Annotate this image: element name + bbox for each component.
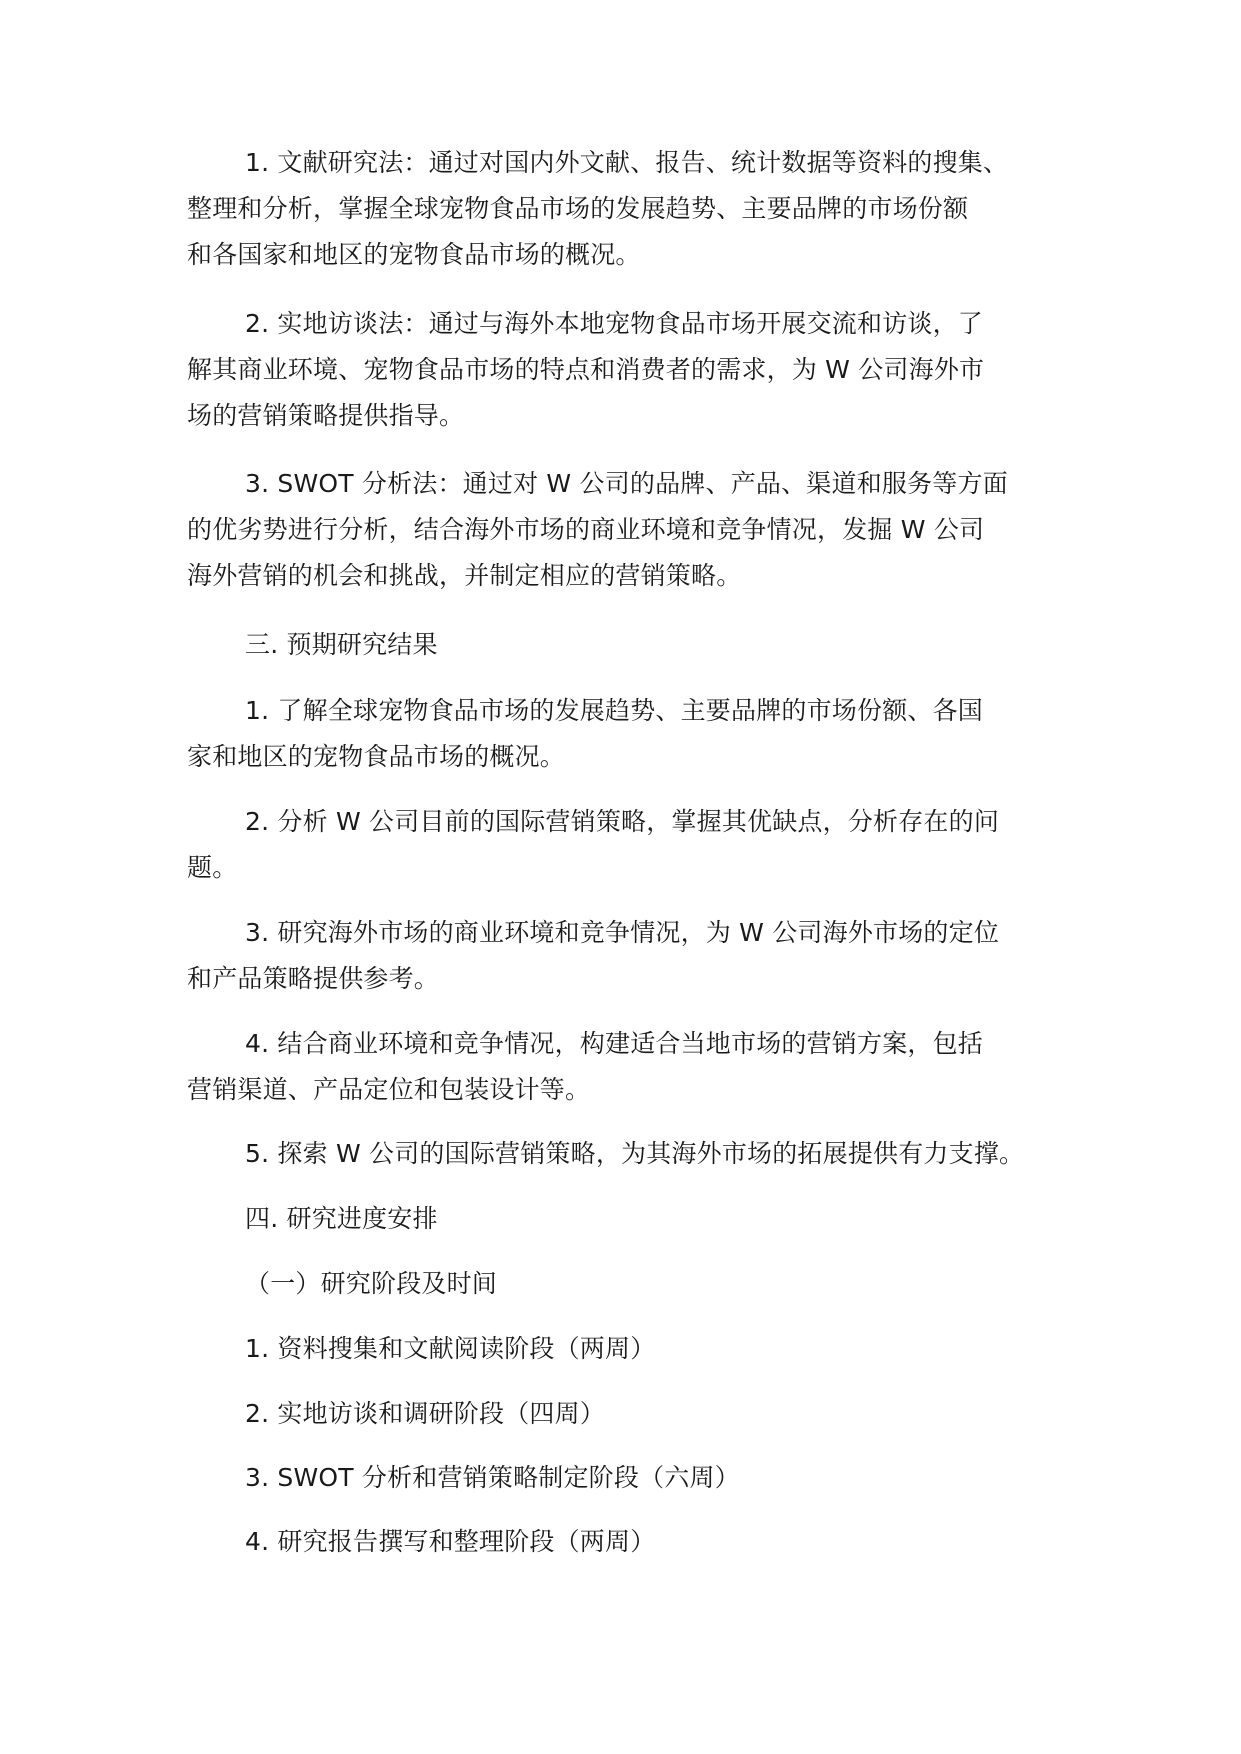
text-line: 和产品策略提供参考。 bbox=[187, 964, 440, 993]
text-line: 题。 bbox=[187, 853, 238, 882]
text-line: 2. 分析 W 公司目前的国际营销策略，掌握其优缺点，分析存在的问 bbox=[245, 807, 1000, 836]
schedule-item-2 bbox=[187, 1391, 1067, 1437]
schedule-item-1 bbox=[187, 1326, 1067, 1372]
text-line: 场的营销策略提供指导。 bbox=[187, 401, 465, 430]
paragraph-literature-method bbox=[187, 140, 1067, 278]
schedule-item-3 bbox=[187, 1455, 1067, 1501]
text-line: 2. 实地访谈法：通过与海外本地宠物食品市场开展交流和访谈，了 bbox=[245, 309, 984, 338]
heading-text: 三. 预期研究结果 bbox=[245, 630, 438, 659]
text-line: 1. 了解全球宠物食品市场的发展趋势、主要品牌的市场份额、各国 bbox=[245, 696, 984, 725]
text-line: 3. SWOT 分析和营销策略制定阶段（六周） bbox=[245, 1463, 740, 1492]
text-line: 5. 探索 W 公司的国际营销策略，为其海外市场的拓展提供有力支撑。 bbox=[245, 1139, 1025, 1168]
schedule-item-4 bbox=[187, 1519, 1067, 1565]
paragraph-interview-method bbox=[187, 301, 1067, 439]
text-line: 3. SWOT 分析法：通过对 W 公司的品牌、产品、渠道和服务等方面 bbox=[245, 469, 1008, 498]
text-line: 和各国家和地区的宠物食品市场的概况。 bbox=[187, 240, 641, 269]
text-line: 1. 资料搜集和文献阅读阶段（两周） bbox=[245, 1334, 656, 1363]
text-line: 整理和分析，掌握全球宠物食品市场的发展趋势、主要品牌的市场份额 bbox=[187, 194, 969, 223]
section-heading-expected-results bbox=[187, 622, 1067, 668]
text-line: 3. 研究海外市场的商业环境和竞争情况，为 W 公司海外市场的定位 bbox=[245, 918, 1000, 947]
heading-text: （一）研究阶段及时间 bbox=[245, 1269, 498, 1298]
text-line: 海外营销的机会和挑战，并制定相应的营销策略。 bbox=[187, 561, 742, 590]
text-line: 营销渠道、产品定位和包装设计等。 bbox=[187, 1075, 591, 1104]
text-line: 的优劣势进行分析，结合海外市场的商业环境和竞争情况，发掘 W 公司 bbox=[187, 515, 985, 544]
text-line: 1. 文献研究法：通过对国内外文献、报告、统计数据等资料的搜集、 bbox=[245, 148, 1009, 177]
text-line: 2. 实地访谈和调研阶段（四周） bbox=[245, 1399, 606, 1428]
text-line: 家和地区的宠物食品市场的概况。 bbox=[187, 742, 566, 771]
text-line: 解其商业环境、宠物食品市场的特点和消费者的需求，为 W 公司海外市 bbox=[187, 355, 985, 384]
heading-text: 四. 研究进度安排 bbox=[245, 1204, 438, 1233]
paragraph-swot-method bbox=[187, 461, 1067, 599]
paragraph-result-5 bbox=[187, 1131, 1067, 1177]
paragraph-result-1 bbox=[187, 688, 1067, 780]
text-line: 4. 研究报告撰写和整理阶段（两周） bbox=[245, 1527, 656, 1556]
paragraph-result-2 bbox=[187, 799, 1067, 891]
subsection-heading-stages bbox=[187, 1261, 1067, 1307]
text-line: 4. 结合商业环境和竞争情况，构建适合当地市场的营销方案，包括 bbox=[245, 1029, 984, 1058]
paragraph-result-3 bbox=[187, 910, 1067, 1002]
paragraph-result-4 bbox=[187, 1021, 1067, 1113]
section-heading-schedule bbox=[187, 1196, 1067, 1242]
